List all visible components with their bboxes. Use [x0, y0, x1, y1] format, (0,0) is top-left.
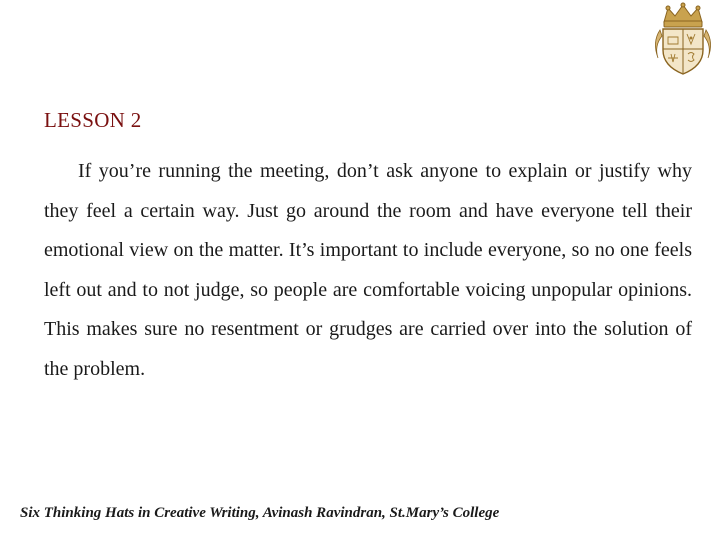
- lesson-paragraph: If you’re running the meeting, don’t ask anyone to explain or justify why they feel a certain way. Just go around the room and have everyone tell their emotional view on the matter. It’s important to include everyone, so no one feels left out and to not judge, so people are comfortable voicing unpopular opinions. This makes sure no resentment or grudges are carried over into the solution of the problem.: [44, 160, 692, 380]
- lesson-body: [44, 152, 692, 389]
- college-crest-icon: [650, 2, 716, 78]
- slide-footer: Six Thinking Hats in Creative Writing, Avinash Ravindran, St.Mary’s College: [20, 505, 500, 521]
- lesson-heading: LESSON 2: [44, 108, 142, 132]
